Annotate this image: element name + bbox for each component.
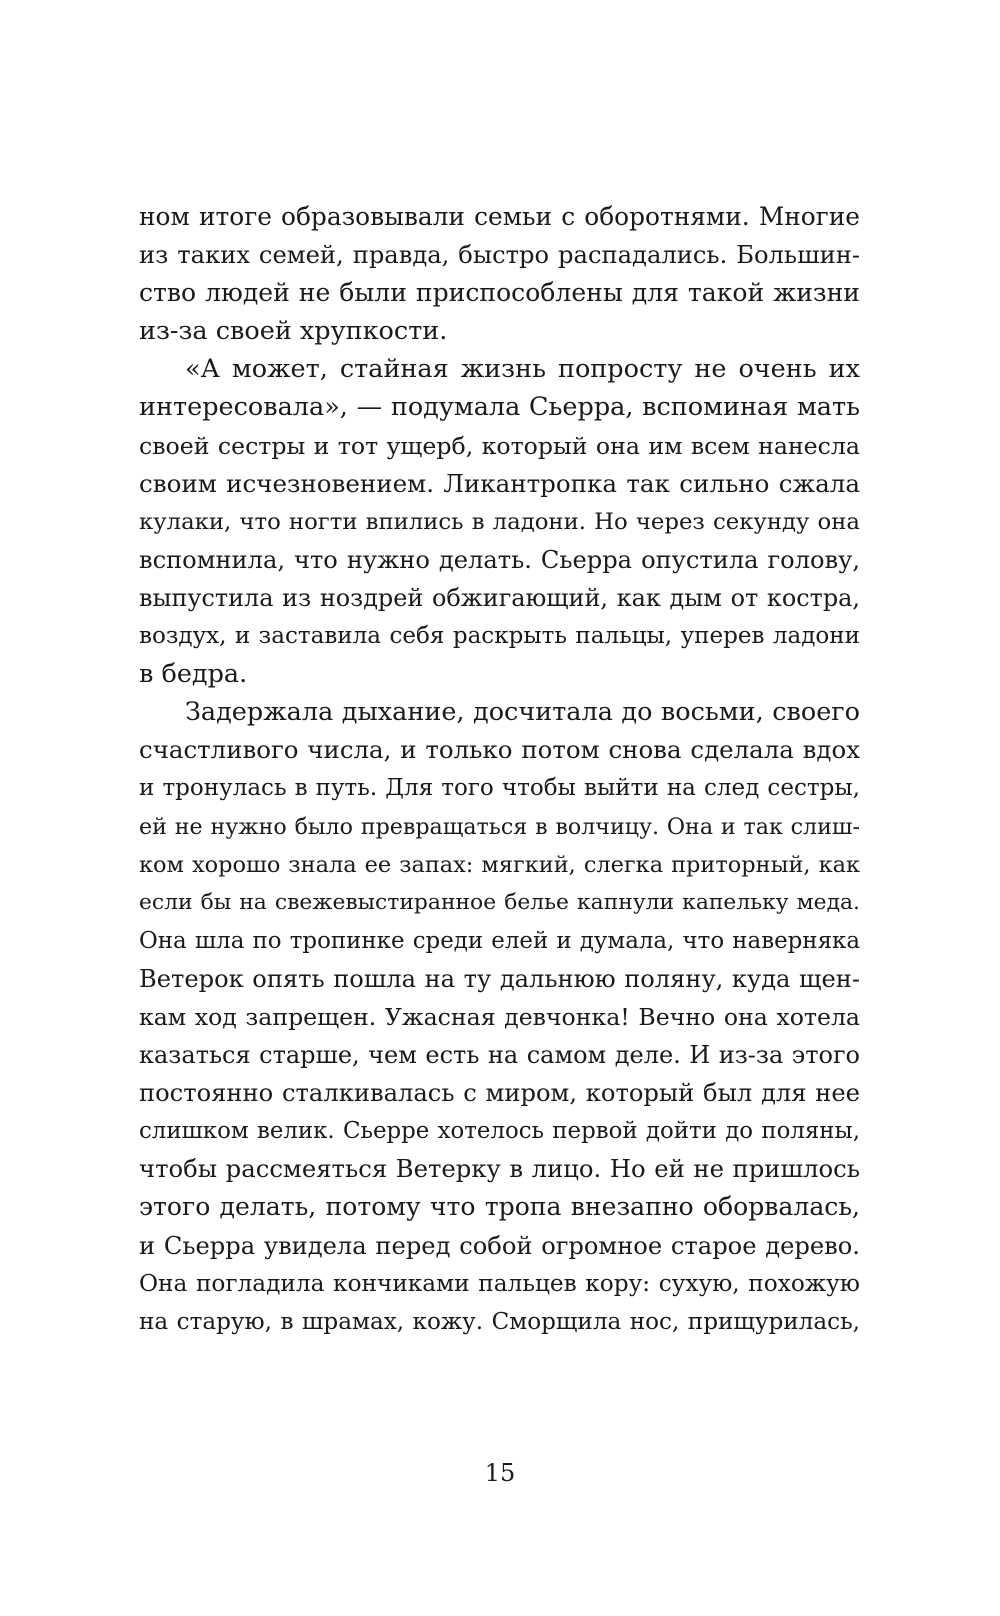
text-line: и Сьерра увидела перед собой огромное старое дерево. <box>139 1231 860 1260</box>
text-line: чтобы рассмеяться Ветерку в лицо. Но ей не пришлось <box>139 1154 860 1184</box>
text-line: и тронулась в путь. Для того чтобы выйти на след сестры, <box>139 775 860 802</box>
body-text <box>139 198 860 1341</box>
text-line: слишком велик. Сьерре хотелось первой дойти до поляны, <box>139 1118 860 1145</box>
text-line: счастливого числа, и только потом снова сделала вдох <box>139 735 860 765</box>
text-line: своей сестры и тот ущерб, который она им всем нанесла <box>139 431 860 460</box>
text-line: кам ход запрещен. Ужасная девчонка! Вечно она хотела <box>139 1002 860 1031</box>
text-line: выпустила из ноздрей обжигающий, как дым от костра, <box>139 583 860 612</box>
text-line: ство людей не были приспособлены для такой жизни <box>139 278 860 308</box>
text-line: Она погладила кончиками пальцев кору: сухую, похожую <box>139 1269 860 1297</box>
text-line: постоянно сталкивалась с миром, который был для нее <box>139 1079 860 1108</box>
text-line: своим исчезновением. Ликантропка так сильно сжала <box>139 468 860 498</box>
text-line: кулаки, что ногти впились в ладони. Но через секунду она <box>139 508 860 535</box>
text-line: ей не нужно было превращаться в волчицу. Она и так слиш- <box>139 813 860 840</box>
text-line: интересовала», — подумала Сьерра, вспоминая мать <box>139 392 860 423</box>
text-line: Ветерок опять пошла на ту дальнюю поляну, куда щен- <box>139 964 860 993</box>
text-line: «А может, стайная жизнь попросту не очень их <box>185 354 860 385</box>
text-line: Она шла по тропинке среди елей и думала, что наверняка <box>139 927 860 954</box>
text-line: вспомнила, что нужно делать. Сьерра опустила голову, <box>139 545 860 574</box>
text-line: ком хорошо знала ее запах: мягкий, слегка приторный, как <box>139 851 860 878</box>
text-line: на старую, в шрамах, кожу. Сморщила нос, прищурилась, <box>139 1308 860 1335</box>
text-line: Задержала дыхание, досчитала до восьми, своего <box>185 697 860 728</box>
text-line: из-за своей хрупкости. <box>139 316 448 347</box>
text-line: ном итоге образовывали семьи с оборотнями. Многие <box>139 202 860 231</box>
text-line: если бы на свежевыстиранное белье капнули капельку меда. <box>139 889 860 915</box>
text-line: в бедра. <box>139 659 248 690</box>
text-line: из таких семей, правда, быстро распадались. Большин- <box>139 241 860 270</box>
text-line: казаться старше, чем есть на самом деле. И из-за этого <box>139 1041 860 1070</box>
text-line: воздух, и заставила себя раскрыть пальцы, уперев ладони <box>139 623 860 650</box>
page-number: 15 <box>484 1459 516 1487</box>
text-line: этого делать, потому что тропа внезапно оборвалась, <box>139 1192 860 1222</box>
